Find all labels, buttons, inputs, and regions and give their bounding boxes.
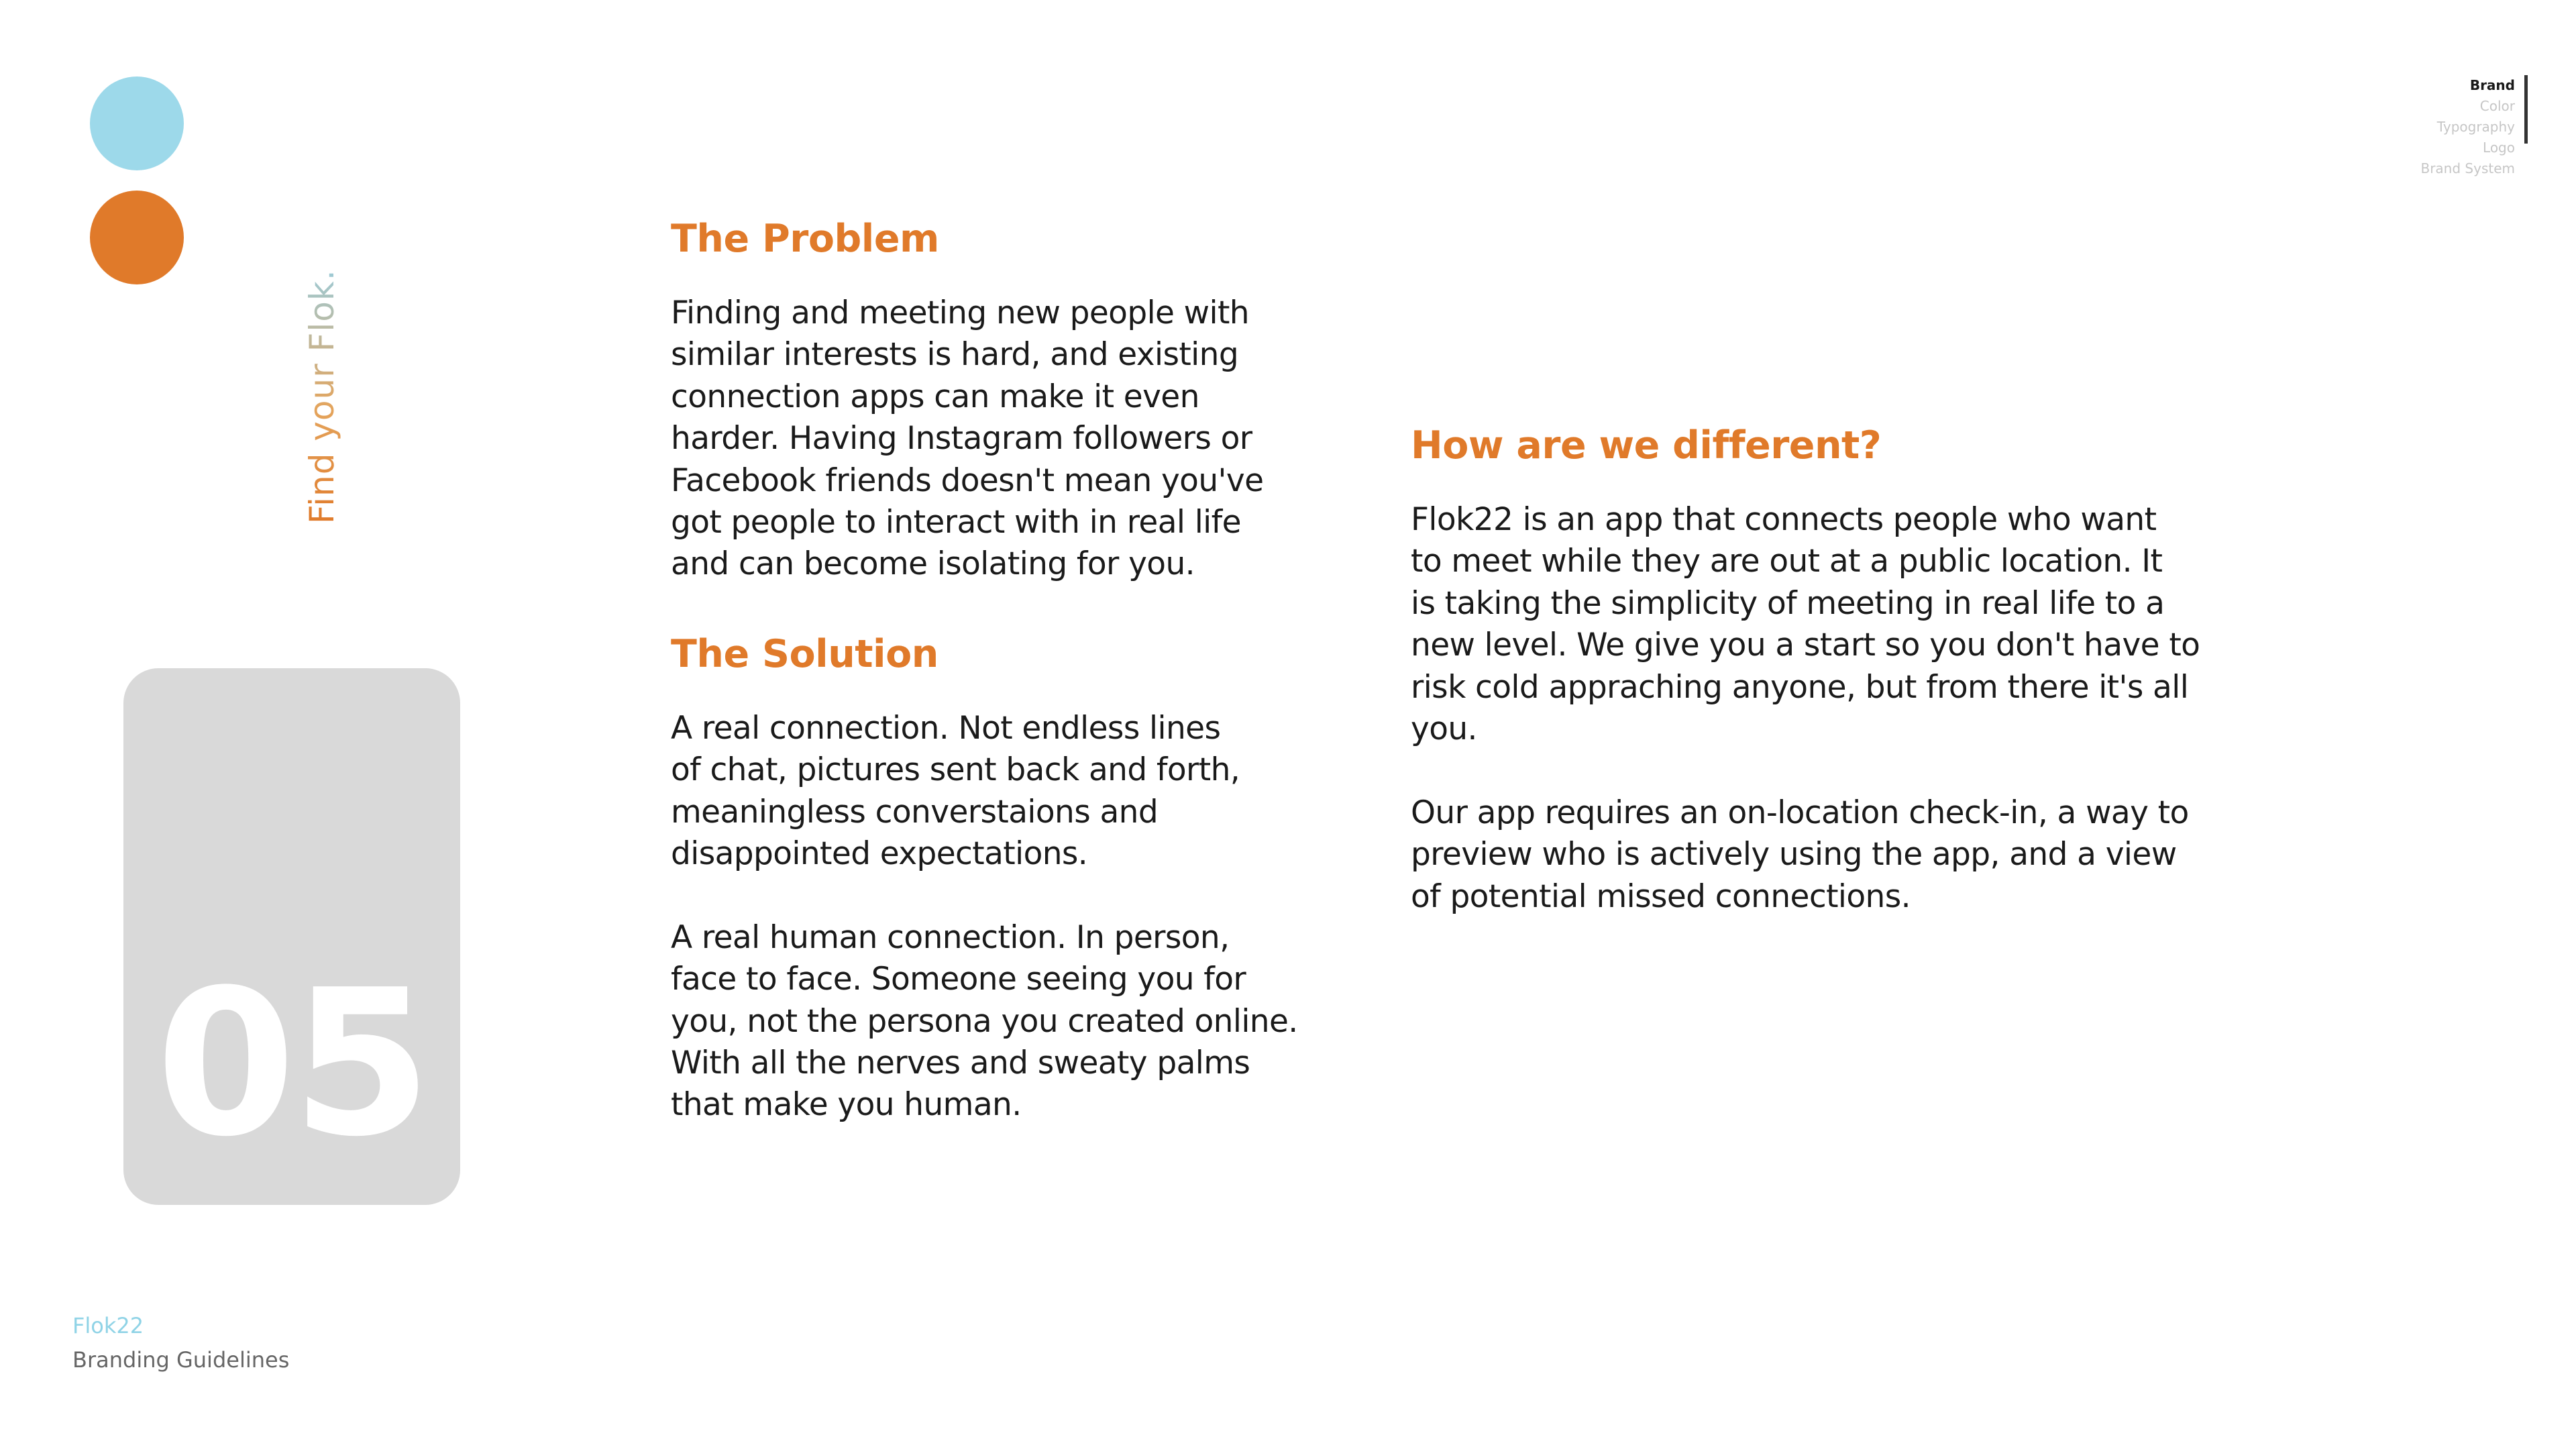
nav-item-color[interactable]: Color <box>2479 98 2515 114</box>
solution-heading: The Solution <box>671 631 938 676</box>
text-line: risk cold appraching anyone, but from there it's all <box>1411 668 2189 706</box>
footer-subtitle: Branding Guidelines <box>72 1347 290 1373</box>
orange-circle-decoration <box>90 191 184 284</box>
text-line: With all the nerves and sweaty palms <box>671 1045 1250 1082</box>
text-line: of potential missed connections. <box>1411 878 1911 915</box>
text-line: A real human connection. In person, <box>671 918 1230 956</box>
text-line: is taking the simplicity of meeting in real life to a <box>1411 584 2165 622</box>
text-line: new level. We give you a start so you don't have to <box>1411 627 2200 664</box>
section-number: 05 <box>156 947 428 1181</box>
text-line: Flok22 is an app that connects people who want <box>1411 501 2157 538</box>
problem-heading: The Problem <box>671 217 939 261</box>
nav-item-logo[interactable]: Logo <box>2483 140 2515 156</box>
different-heading: How are we different? <box>1411 423 1882 468</box>
text-line: connection apps can make it even <box>671 378 1199 415</box>
text-line: meaningless converstaions and <box>671 793 1159 831</box>
difference-column <box>1411 421 2200 918</box>
text-line: you, not the persona you created online. <box>671 1002 1298 1040</box>
text-line: preview who is actively using the app, and a view <box>1411 836 2177 873</box>
section-number-card <box>123 668 460 1205</box>
text-line: A real connection. Not endless lines <box>671 709 1221 747</box>
problem-solution-column <box>671 215 1298 1126</box>
text-line: similar interests is hard, and existing <box>671 336 1239 374</box>
text-line: you. <box>1411 710 1477 748</box>
text-line: that make you human. <box>671 1086 1022 1124</box>
text-line: got people to interact with in real life <box>671 504 1241 541</box>
brand-tagline: Find your Flok. <box>303 269 341 524</box>
text-line: to meet while they are out at a public location. It <box>1411 543 2163 580</box>
text-line: disappointed expectations. <box>671 835 1088 873</box>
text-line: Finding and meeting new people with <box>671 295 1249 331</box>
section-nav <box>2420 75 2528 176</box>
text-line: face to face. Someone seeing you for <box>671 961 1246 998</box>
text-line: and can become isolating for you. <box>671 545 1195 583</box>
solution-text-2 <box>671 917 1298 1126</box>
different-text-1 <box>1411 499 2200 750</box>
blue-circle-decoration <box>90 76 184 170</box>
text-line: harder. Having Instagram followers or <box>671 420 1252 458</box>
footer-brand-name: Flok22 <box>72 1313 144 1338</box>
problem-text <box>671 293 1275 586</box>
text-line: Our app requires an on-location check-in, a way to <box>1411 794 2189 831</box>
nav-item-brand-system[interactable]: Brand System <box>2420 160 2515 176</box>
text-line: Facebook friends doesn't mean you've <box>671 462 1264 499</box>
nav-item-typography[interactable]: Typography <box>2436 119 2515 135</box>
different-text-2 <box>1411 792 2189 918</box>
solution-text-1 <box>671 708 1275 876</box>
text-line: of chat, pictures sent back and forth, <box>671 751 1240 789</box>
nav-item-brand[interactable]: Brand <box>2469 77 2515 93</box>
